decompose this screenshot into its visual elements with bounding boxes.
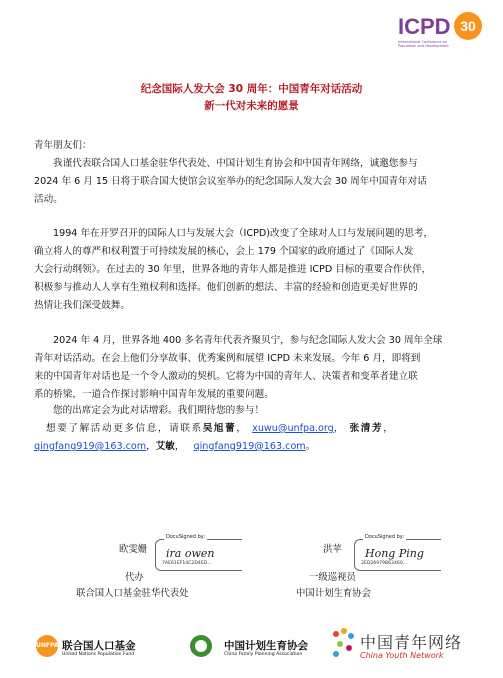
docusign-box-right — [354, 534, 441, 571]
icpd-logo-tagline: International Conference on Population and Development — [398, 40, 449, 48]
icpd-logo-text: ICPD — [398, 14, 451, 39]
contact-name-ai: 艾敏 — [155, 441, 175, 452]
icpd-logo-number: 30 — [454, 12, 482, 40]
contact-name-wu: 吴旭蕾 — [202, 423, 237, 434]
cyn-cn-name: 中国青年网络 — [360, 633, 463, 652]
china-youth-network-logo — [330, 626, 490, 666]
cfpa-icon — [190, 635, 212, 657]
separator: ， — [333, 423, 345, 434]
letter-subtitle: 新一代对未来的愿景 — [204, 100, 299, 112]
icpd30-logo — [398, 12, 490, 52]
text-line: 大会行动纲领》。在过去的 30 年里，世界各地的青年人都是推进 ICPD 目标的重要合作伙伴， — [34, 264, 432, 275]
contact-info-cont — [34, 438, 470, 456]
cfpa-logo — [190, 635, 340, 661]
text-line: 积极参与推动人人享有生殖权利和选择。他们创新的想法、丰富的经验和创造更美好世界的 — [34, 282, 418, 293]
separator: ， — [146, 441, 156, 452]
docusign-header: DocuSigned by: — [166, 534, 206, 540]
separator: ， — [383, 423, 395, 434]
cfpa-en-name: China Family Planning Association — [224, 652, 303, 657]
paragraph-invitation — [34, 155, 470, 209]
paragraph-closing: 您的出席定会为此对话增彩。我们期待您的参与！ — [53, 405, 265, 416]
signer-left-role: 代办 — [125, 572, 144, 583]
text-line: 青年对话活动。在会上他们分享故事、优秀案例和展望 ICPD 未来发展。今年 6 月，即将到 — [34, 353, 421, 364]
text-line: 2024 年 6 月 15 日将于联合国大使馆会议室举办的纪念国际人发大会 30 周年中国青年对话 — [34, 176, 427, 187]
unfpa-cn-name: 联合国人口基金 — [62, 640, 136, 652]
signer-right-name: 洪苹 — [323, 544, 342, 555]
cyn-people-icon — [330, 626, 356, 666]
docusign-id-left: 7AE61EF14C2D4ED... — [162, 561, 212, 566]
text-line: 1994 年在开罗召开的国际人口与发展大会（ICPD)改变了全球对人口与发展问题的思考， — [53, 228, 434, 239]
contact-info — [46, 420, 470, 438]
text-line: 确立将人的尊严和权利置于可持续发展的核心，会上 179 个国家的政府通过了《国际人发 — [34, 246, 414, 257]
email-link-ai[interactable]: qingfang919@163.com — [193, 441, 306, 452]
unfpa-icon: UNFPA — [36, 635, 58, 657]
contact-intro: 想要了解活动更多信息，请联系 — [46, 423, 203, 434]
cfpa-cn-name: 中国计划生育协会 — [224, 640, 308, 652]
unfpa-logo — [36, 635, 206, 661]
email-link-zhang[interactable]: qingfang919@163.com — [34, 441, 147, 452]
text-line: 系的桥梁，一道合作探讨影响中国青年发展的重要问题。 — [34, 389, 274, 400]
text-line: 我谨代表联合国人口基金驻华代表处、中国计划生育协会和中国青年网络，诚邀您参与 — [53, 158, 418, 169]
docusign-header: DocuSigned by: — [365, 534, 405, 540]
signer-left-org: 联合国人口基金驻华代表处 — [76, 588, 189, 599]
signer-right-org: 中国计划生育协会 — [296, 588, 372, 599]
greeting: 青年朋友们： — [34, 140, 92, 151]
separator: ， — [236, 423, 248, 434]
text-line: 热情让我们深受鼓舞。 — [34, 300, 130, 311]
docusign-id-right: 2ED26979B63460... — [361, 561, 408, 566]
contact-name-zhang: 张清芳 — [349, 423, 384, 434]
signer-right-role: 一级巡视员 — [309, 572, 356, 583]
separator: ， — [174, 441, 185, 452]
signature-right: Hong Ping — [365, 547, 424, 560]
unfpa-en-name: United Nations Population Fund — [62, 652, 135, 657]
paragraph-background — [34, 225, 470, 315]
text-line: 活动。 — [34, 194, 63, 205]
letter-title: 纪念国际人发大会 30 周年：中国青年对话活动 — [140, 83, 363, 95]
paragraph-global-dialogue — [34, 332, 470, 404]
cyn-en-name: China Youth Network — [360, 651, 444, 660]
signature-left: ira owen — [166, 547, 215, 560]
period: 。 — [305, 441, 316, 452]
email-link-wu[interactable]: xuwu@unfpa.org — [252, 423, 334, 434]
docusign-box-left — [155, 534, 242, 571]
text-line: 2024 年 4 月，世界各地 400 多名青年代表齐聚贝宁，参与纪念国际人发大会 30 周年全球 — [53, 335, 443, 346]
text-line: 来的中国青年对话也是一个令人激动的契机。它将为中国的青年人、决策者和变革者建立联 — [34, 371, 418, 382]
signer-left-name: 欧雯姗 — [119, 544, 148, 555]
